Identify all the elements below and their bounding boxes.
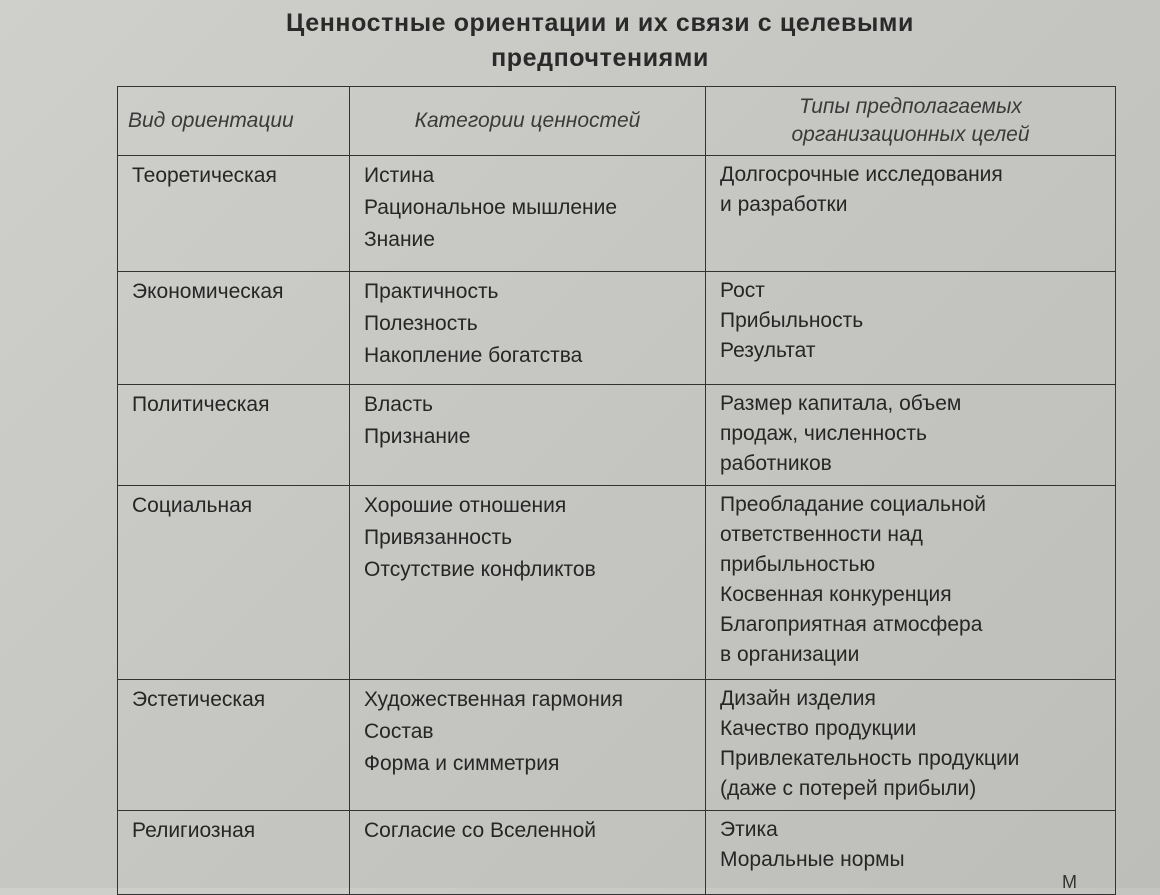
table-row bbox=[118, 680, 1116, 811]
goals-cell bbox=[706, 385, 1116, 486]
goal-item: Привлекательность продукции bbox=[720, 747, 1020, 770]
goal-item: ответственности над bbox=[720, 523, 923, 546]
table-row bbox=[118, 811, 1116, 895]
goals-cell bbox=[706, 680, 1116, 811]
values-cell bbox=[350, 811, 706, 895]
value-item: Хорошие отношения bbox=[364, 494, 567, 517]
orientation-cell: Теоретическая bbox=[118, 156, 350, 272]
value-item: Привязанность bbox=[364, 526, 513, 549]
table-row bbox=[118, 156, 1116, 272]
values-cell bbox=[350, 486, 706, 680]
goal-item: Этика bbox=[720, 818, 778, 841]
goal-item: Прибыльность bbox=[720, 309, 864, 332]
table-header-row bbox=[118, 87, 1116, 156]
title-line-2: предпочтениями bbox=[491, 44, 709, 72]
values-cell bbox=[350, 272, 706, 385]
table-row bbox=[118, 486, 1116, 680]
orientation-cell: Экономическая bbox=[118, 272, 350, 385]
goal-item: Рост bbox=[720, 279, 765, 302]
orientation-cell: Политическая bbox=[118, 385, 350, 486]
table-row bbox=[118, 385, 1116, 486]
goals-cell bbox=[706, 156, 1116, 272]
header-goals: Типы предполагаемых организационных целей bbox=[706, 87, 1116, 156]
goal-item: прибыльностью bbox=[720, 553, 876, 576]
value-item: Полезность bbox=[364, 312, 478, 335]
value-item: Накопление богатства bbox=[364, 344, 583, 367]
values-table bbox=[117, 86, 1116, 895]
value-item: Художественная гармония bbox=[364, 688, 623, 711]
goal-item: продаж, численность bbox=[720, 422, 927, 445]
goal-item: Размер капитала, объем bbox=[720, 392, 962, 415]
page-title bbox=[150, 6, 1050, 76]
value-item: Состав bbox=[364, 720, 434, 743]
header-orientation: Вид ориентации bbox=[118, 87, 350, 156]
value-item: Согласие со Вселенной bbox=[364, 819, 596, 842]
goal-item: Косвенная конкуренция bbox=[720, 583, 952, 606]
goal-item: работников bbox=[720, 452, 832, 475]
goal-item: (даже с потерей прибыли) bbox=[720, 777, 977, 800]
goal-item: Преобладание социальной bbox=[720, 493, 986, 516]
goal-item: Моральные нормы bbox=[720, 848, 905, 871]
page-mark: М bbox=[1062, 872, 1077, 892]
goal-item: Долгосрочные исследования bbox=[720, 163, 1003, 186]
orientation-cell: Религиозная bbox=[118, 811, 350, 895]
value-item: Форма и симметрия bbox=[364, 752, 560, 775]
table-row bbox=[118, 272, 1116, 385]
title-line-1: Ценностные ориентации и их связи с целевыми bbox=[286, 9, 914, 37]
goals-cell bbox=[706, 486, 1116, 680]
goal-item: и разработки bbox=[720, 193, 848, 216]
value-item: Власть bbox=[364, 393, 433, 416]
goal-item: Дизайн изделия bbox=[720, 687, 876, 710]
value-item: Знание bbox=[364, 228, 435, 251]
header-values: Категории ценностей bbox=[350, 87, 706, 156]
values-cell bbox=[350, 680, 706, 811]
goals-cell bbox=[706, 811, 1116, 895]
goals-cell bbox=[706, 272, 1116, 385]
orientation-cell: Социальная bbox=[118, 486, 350, 680]
value-item: Отсутствие конфликтов bbox=[364, 558, 596, 581]
value-item: Практичность bbox=[364, 280, 499, 303]
values-cell bbox=[350, 385, 706, 486]
goal-item: Качество продукции bbox=[720, 717, 917, 740]
value-item: Признание bbox=[364, 425, 471, 448]
goal-item: Благоприятная атмосфера bbox=[720, 613, 983, 636]
goal-item: в организации bbox=[720, 643, 860, 666]
value-item: Рациональное мышление bbox=[364, 196, 618, 219]
values-cell bbox=[350, 156, 706, 272]
value-item: Истина bbox=[364, 164, 435, 187]
orientation-cell: Эстетическая bbox=[118, 680, 350, 811]
goal-item: Результат bbox=[720, 339, 816, 362]
